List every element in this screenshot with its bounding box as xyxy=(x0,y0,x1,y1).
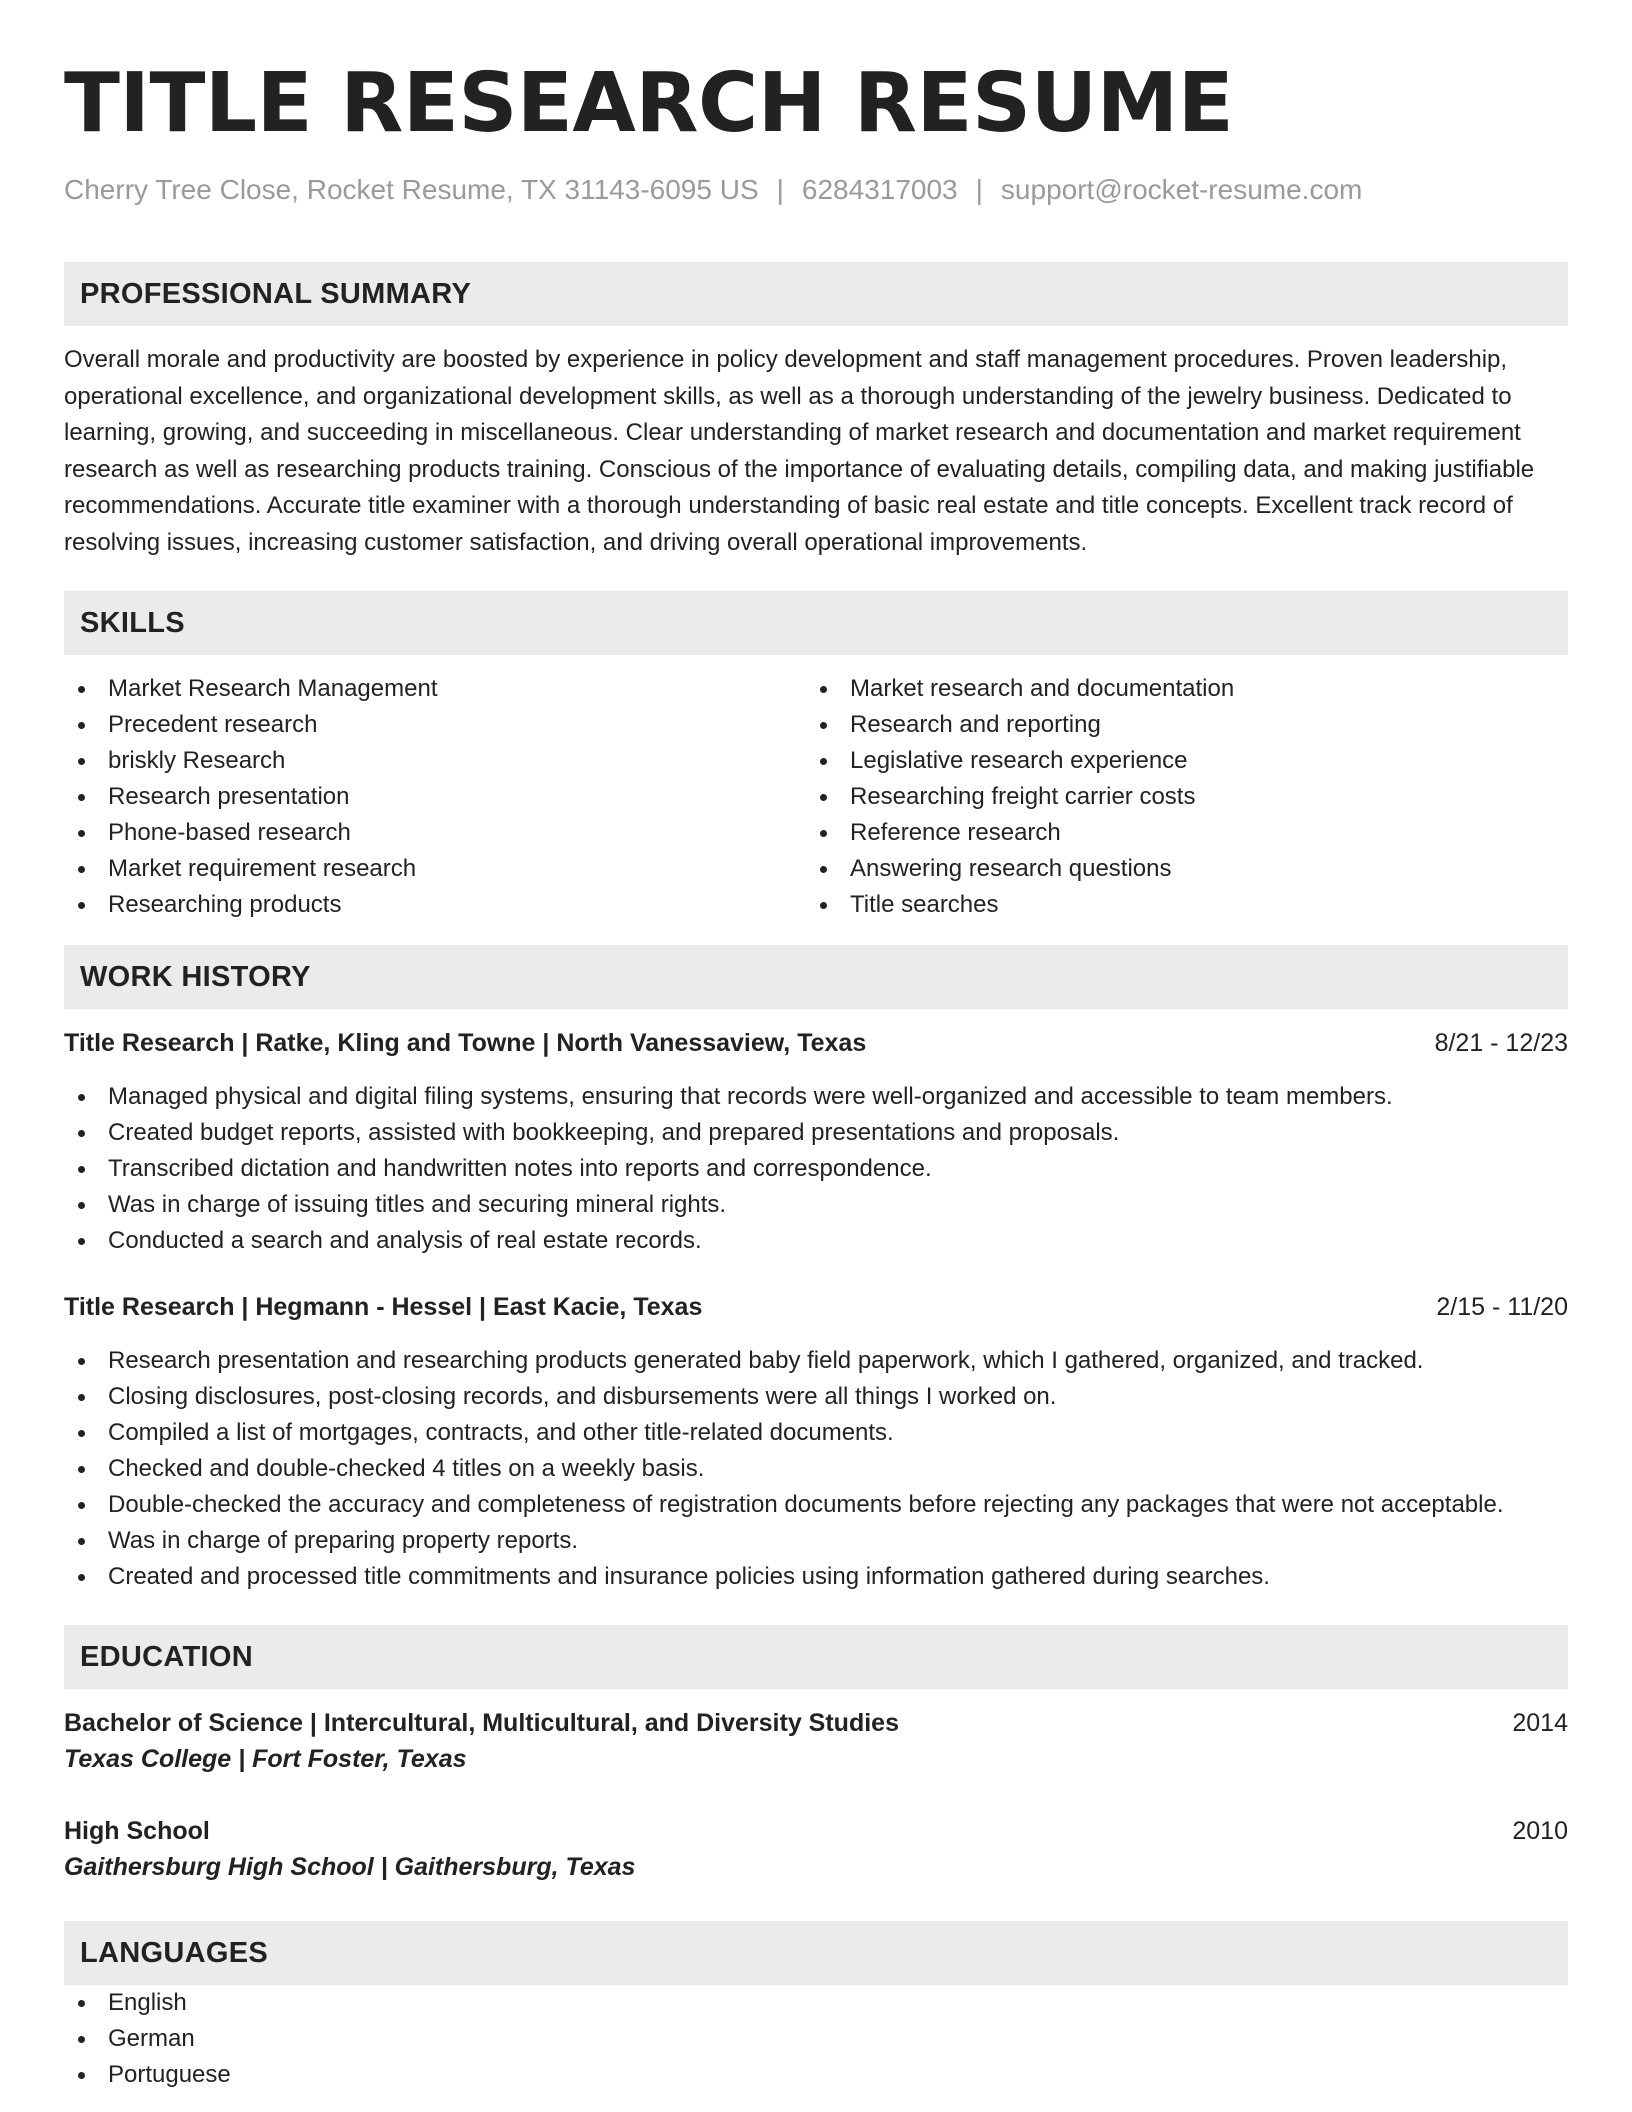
bullet-icon xyxy=(78,1202,85,1209)
job-bullet-text: Managed physical and digital filing systems, ensuring that records were well-organized and accessible to team members. xyxy=(108,1083,1393,1110)
job-bullet-text: Closing disclosures, post-closing records, and disbursements were all things I worked on. xyxy=(108,1383,1057,1410)
bullet-icon xyxy=(78,1238,85,1245)
skill-item xyxy=(64,671,806,707)
job-bullet xyxy=(64,1379,1568,1415)
languages-heading: LANGUAGES xyxy=(64,1921,1568,1985)
skill-label: Legislative research experience xyxy=(850,747,1188,774)
education-year: 2010 xyxy=(1512,1817,1568,1845)
education-year: 2014 xyxy=(1512,1709,1568,1737)
languages-list xyxy=(64,1985,1568,2093)
skill-item xyxy=(806,707,1548,743)
bullet-icon xyxy=(78,794,85,801)
education-heading: EDUCATION xyxy=(64,1625,1568,1689)
job-bullet xyxy=(64,1487,1568,1523)
bullet-icon xyxy=(820,902,827,909)
resume-page xyxy=(64,56,1568,2093)
bullet-icon xyxy=(78,866,85,873)
bullet-icon xyxy=(78,1574,85,1581)
skill-item xyxy=(64,887,806,923)
bullet-icon xyxy=(78,1502,85,1509)
job-title-row xyxy=(64,1289,1568,1325)
job-dates: 8/21 - 12/23 xyxy=(1434,1029,1568,1057)
contact-phone: 6284317003 xyxy=(801,174,958,205)
skills-heading: SKILLS xyxy=(64,591,1568,655)
bullet-icon xyxy=(78,1358,85,1365)
language-item xyxy=(64,1985,1568,2021)
bullet-icon xyxy=(78,758,85,765)
skill-item xyxy=(64,707,806,743)
skill-item xyxy=(806,671,1548,707)
skill-item xyxy=(806,743,1548,779)
skill-label: Market requirement research xyxy=(108,855,417,882)
skills-grid xyxy=(64,671,1568,923)
bullet-icon xyxy=(78,1466,85,1473)
skill-label: Research and reporting xyxy=(850,711,1101,738)
job-bullet-text: Research presentation and researching products generated baby field paperwork, which I gathered, organized, and tracked. xyxy=(108,1347,1424,1374)
bullet-icon xyxy=(78,1166,85,1173)
job-bullet-text: Created and processed title commitments and insurance policies using information gathered during searches. xyxy=(108,1563,1270,1590)
bullet-icon xyxy=(78,1430,85,1437)
job-bullet-text: Transcribed dictation and handwritten notes into reports and correspondence. xyxy=(108,1155,932,1182)
job-bullet-text: Double-checked the accuracy and completeness of registration documents before rejecting any packages that were not acceptable. xyxy=(108,1491,1504,1518)
job-bullet xyxy=(64,1151,1568,1187)
resume-title: TITLE RESEARCH RESUME xyxy=(64,56,1234,151)
skill-item xyxy=(806,815,1548,851)
skill-item xyxy=(64,779,806,815)
skill-item xyxy=(806,779,1548,815)
skill-item xyxy=(64,851,806,887)
language-label: German xyxy=(108,2025,195,2052)
bullet-icon xyxy=(78,1394,85,1401)
bullet-icon xyxy=(78,1094,85,1101)
language-label: Portuguese xyxy=(108,2061,231,2088)
bullet-icon xyxy=(78,1538,85,1545)
job-title: Title Research | Ratke, Kling and Towne | North Vanessaview, Texas xyxy=(64,1029,867,1057)
bullet-icon xyxy=(78,686,85,693)
bullet-icon xyxy=(78,722,85,729)
contact-address: Cherry Tree Close, Rocket Resume, TX 31143-6095 US xyxy=(64,174,759,205)
job-bullet xyxy=(64,1223,1568,1259)
job-bullet xyxy=(64,1079,1568,1115)
job-bullet-text: Compiled a list of mortgages, contracts, and other title-related documents. xyxy=(108,1419,894,1446)
job-bullet xyxy=(64,1559,1568,1595)
skill-label: Answering research questions xyxy=(850,855,1172,882)
job-bullet xyxy=(64,1451,1568,1487)
bullet-icon xyxy=(820,866,827,873)
skill-label: Researching freight carrier costs xyxy=(850,783,1196,810)
job-bullet-text: Was in charge of preparing property reports. xyxy=(108,1527,579,1554)
contact-separator: | xyxy=(776,174,784,205)
skill-label: Researching products xyxy=(108,891,342,918)
bullet-icon xyxy=(820,758,827,765)
bullet-icon xyxy=(78,1130,85,1137)
bullet-icon xyxy=(78,2036,85,2043)
bullet-icon xyxy=(78,2072,85,2079)
education-entry xyxy=(64,1705,1568,1777)
skill-item xyxy=(806,851,1548,887)
job-bullet xyxy=(64,1115,1568,1151)
skill-label: Research presentation xyxy=(108,783,350,810)
job-bullet xyxy=(64,1523,1568,1559)
job-bullet-text: Conducted a search and analysis of real estate records. xyxy=(108,1227,702,1254)
bullet-icon xyxy=(820,722,827,729)
education-school: Texas College | Fort Foster, Texas xyxy=(64,1745,467,1773)
bullet-icon xyxy=(78,2000,85,2007)
skill-item xyxy=(64,743,806,779)
education-school: Gaithersburg High School | Gaithersburg, Texas xyxy=(64,1853,636,1881)
job-entry xyxy=(64,1289,1568,1595)
job-title: Title Research | Hegmann - Hessel | East Kacie, Texas xyxy=(64,1293,703,1321)
job-bullet xyxy=(64,1343,1568,1379)
contact-separator: | xyxy=(975,174,983,205)
job-title-row xyxy=(64,1025,1568,1061)
skills-column-right xyxy=(806,671,1548,923)
bullet-icon xyxy=(820,830,827,837)
summary-text: Overall morale and productivity are boosted by experience in policy development and staff management procedures. Proven leadership, operational excellence, and organizational development skills, as well as a thorough understanding of the jewelry business. Dedicated to learning, growing, and succeeding in miscellaneous. Clear understanding of market research and documentation and market requirement research as well as researching products training. Conscious of the importance of evaluating details, compiling data, and making justifiable recommendations. Accurate title examiner with a thorough understanding of basic real estate and title concepts. Excellent track record of resolving issues, increasing customer satisfaction, and driving overall operational improvements. xyxy=(64,346,1535,556)
job-bullet xyxy=(64,1415,1568,1451)
education-degree-row xyxy=(64,1705,1568,1741)
education-degree: High School xyxy=(64,1817,210,1845)
summary-heading: PROFESSIONAL SUMMARY xyxy=(64,262,1568,326)
bullet-icon xyxy=(820,794,827,801)
job-bullet-text: Created budget reports, assisted with bookkeeping, and prepared presentations and proposals. xyxy=(108,1119,1120,1146)
bullet-icon xyxy=(78,902,85,909)
skill-label: briskly Research xyxy=(108,747,286,774)
job-bullet-list xyxy=(64,1343,1568,1595)
education-entry xyxy=(64,1813,1568,1885)
education-degree-row xyxy=(64,1813,1568,1849)
contact-line xyxy=(64,172,1568,208)
job-entry xyxy=(64,1025,1568,1259)
skill-item xyxy=(806,887,1548,923)
skills-column-left xyxy=(64,671,806,923)
language-item xyxy=(64,2057,1568,2093)
job-bullet xyxy=(64,1187,1568,1223)
job-dates: 2/15 - 11/20 xyxy=(1436,1293,1568,1321)
job-bullet-text: Was in charge of issuing titles and securing mineral rights. xyxy=(108,1191,727,1218)
bullet-icon xyxy=(78,830,85,837)
job-bullet-list xyxy=(64,1079,1568,1259)
contact-email: support@rocket-resume.com xyxy=(1000,174,1363,205)
job-bullet-text: Checked and double-checked 4 titles on a weekly basis. xyxy=(108,1455,705,1482)
language-item xyxy=(64,2021,1568,2057)
education-degree: Bachelor of Science | Intercultural, Multicultural, and Diversity Studies xyxy=(64,1709,899,1737)
skill-label: Precedent research xyxy=(108,711,318,738)
work-history-heading: WORK HISTORY xyxy=(64,945,1568,1009)
skill-item xyxy=(64,815,806,851)
bullet-icon xyxy=(820,686,827,693)
skill-label: Title searches xyxy=(850,891,999,918)
skill-label: Market Research Management xyxy=(108,675,438,702)
skill-label: Phone-based research xyxy=(108,819,351,846)
language-label: English xyxy=(108,1989,187,2016)
skill-label: Reference research xyxy=(850,819,1061,846)
skill-label: Market research and documentation xyxy=(850,675,1235,702)
